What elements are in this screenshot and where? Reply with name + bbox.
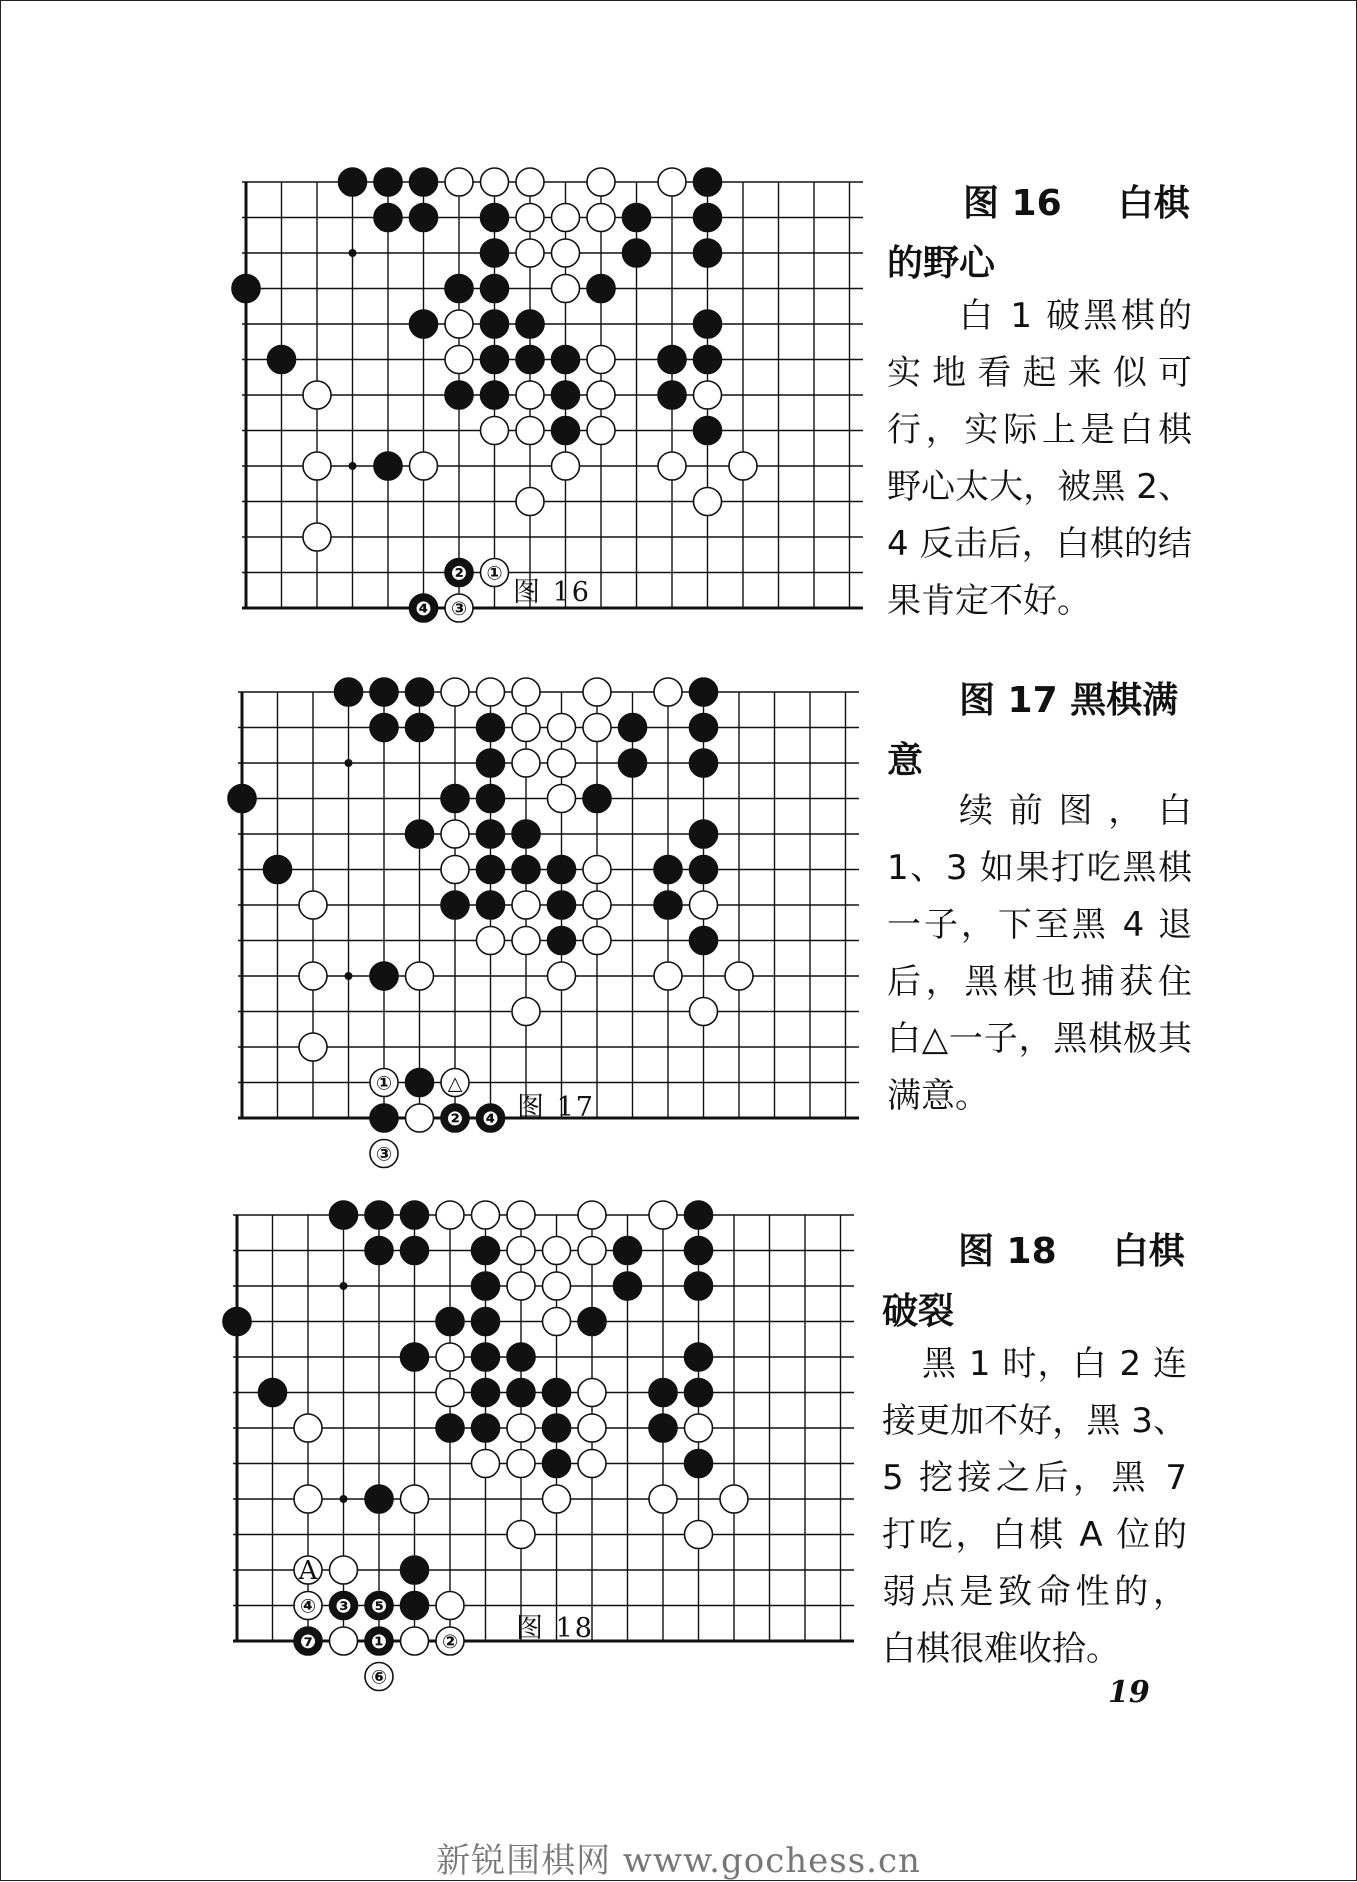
white-stone [720,1485,748,1513]
black-stone [441,891,469,919]
black-stone [481,239,509,267]
black-stone [268,346,296,374]
black-stone [654,856,682,884]
black-stone [472,1343,500,1371]
black-stone [436,1308,464,1336]
white-stone [583,678,611,706]
black-stone [649,1379,677,1407]
figure-title-17 [887,671,1197,791]
black-stone [619,749,647,777]
black-stone [365,1485,393,1513]
title-part-c: 的野心 [887,243,996,284]
star-point [345,972,353,980]
go-board-diagram-17 [238,692,859,1166]
black-stone [477,749,505,777]
white-stone [507,1272,535,1300]
move-number-label: ③ [375,1143,393,1166]
white-stone [587,168,615,196]
figure-description-18 [882,1336,1187,1678]
figure-caption-16: 图 16 [513,577,591,608]
black-stone [370,678,398,706]
black-stone [654,891,682,919]
white-stone [694,381,722,409]
white-stone [543,1237,571,1265]
figure-title-18 [882,1222,1192,1342]
white-stone [548,962,576,990]
white-stone [694,488,722,516]
go-board-diagram-16 [242,182,863,622]
black-stone [259,1379,287,1407]
black-stone [694,168,722,196]
black-stone [619,714,647,742]
move-number-label: ⑥ [370,1666,388,1689]
white-stone [587,381,615,409]
black-stone [614,1237,642,1265]
white-stone [445,346,473,374]
white-stone [587,417,615,445]
white-stone [516,204,544,232]
board-svg [242,182,863,622]
white-stone [436,1201,464,1229]
black-stone [552,381,580,409]
move-number-label: ❷ [450,562,468,585]
black-stone [477,891,505,919]
title-part-a: 图 16 [963,183,1062,224]
white-stone [516,239,544,267]
move-number-label: ① [486,562,503,585]
black-stone [401,1556,429,1584]
black-stone [410,204,438,232]
white-stone [552,275,580,303]
black-stone [685,1201,713,1229]
white-stone [552,239,580,267]
black-stone [410,168,438,196]
white-stone [552,452,580,480]
black-stone [374,168,402,196]
black-stone [658,346,686,374]
black-stone [649,1414,677,1442]
page-number: 19 [1108,1675,1150,1710]
black-stone [223,1308,251,1336]
black-stone [406,678,434,706]
white-stone [512,927,540,955]
black-stone [477,856,505,884]
white-stone [578,1379,606,1407]
black-stone [472,1272,500,1300]
move-number-label: ③ [450,598,468,620]
black-stone [481,310,509,338]
white-stone [406,962,434,990]
white-stone [512,678,540,706]
black-stone [685,1237,713,1265]
black-stone [436,1414,464,1442]
move-number-label: ❺ [370,1595,388,1618]
black-stone [410,310,438,338]
white-stone [507,1450,535,1478]
black-stone [370,962,398,990]
board-svg [238,692,859,1166]
white-stone [401,1627,429,1655]
title-part-a: 图 17 黑棋满 [959,680,1179,721]
black-stone [481,381,509,409]
black-stone [370,1104,398,1132]
move-number-label: ② [441,1631,459,1653]
black-stone [587,275,615,303]
white-stone [658,168,686,196]
white-stone [330,1627,358,1655]
star-point [340,1282,348,1290]
move-number-label: ❹ [482,1108,499,1130]
white-stone [436,1343,464,1371]
black-stone [365,1201,393,1229]
black-stone [481,346,509,374]
black-stone [339,168,367,196]
black-stone [401,1237,429,1265]
white-stone [303,381,331,409]
star-point [340,1495,348,1503]
white-stone [472,1201,500,1229]
move-number-label: ❶ [370,1631,388,1653]
black-stone [690,820,718,848]
white-stone [436,1592,464,1620]
white-stone [410,452,438,480]
white-stone [299,962,327,990]
black-stone [685,1343,713,1371]
black-stone [548,891,576,919]
black-stone [264,856,292,884]
white-stone [512,891,540,919]
white-stone [543,1485,571,1513]
black-stone [512,856,540,884]
black-stone [335,678,363,706]
white-stone [441,820,469,848]
figure-description-16 [887,288,1192,630]
white-stone [512,714,540,742]
white-stone [516,168,544,196]
description-paragraph: 白 1 破黑棋的实地看起来似可行，实际上是白棋野心太大，被黑 2、4 反击后，白棋的结果肯定不好。 [887,296,1192,621]
point-marker-label: A [298,1556,318,1586]
white-stone [685,1414,713,1442]
black-stone [690,678,718,706]
black-stone [374,204,402,232]
white-stone [507,1521,535,1549]
black-stone [406,714,434,742]
white-stone [436,1379,464,1407]
black-stone [548,856,576,884]
black-stone [614,1272,642,1300]
black-stone [583,785,611,813]
white-stone [445,168,473,196]
black-stone [512,820,540,848]
white-stone [512,998,540,1026]
white-stone [294,1485,322,1513]
white-stone [481,168,509,196]
description-paragraph: 续前图，白 1、3 如果打吃黑棋一子，下至黑 4 退后，黑棋也捕获住白△一子，黑棋极其满意。 [887,791,1192,1116]
black-stone [694,417,722,445]
white-stone [548,714,576,742]
move-number-label: ④ [299,1595,317,1618]
figure-caption-18: 图 18 [516,1613,594,1644]
white-stone [729,452,757,480]
white-stone [654,962,682,990]
white-stone [445,310,473,338]
black-stone [472,1414,500,1442]
white-stone [543,1272,571,1300]
white-stone [548,749,576,777]
black-stone [694,346,722,374]
black-stone [694,239,722,267]
figure-description-17 [887,783,1192,1125]
black-stone [548,927,576,955]
black-stone [694,204,722,232]
black-stone [477,785,505,813]
watermark-footer: 新锐围棋网 www.gochess.cn [436,1841,921,1881]
white-stone [654,678,682,706]
title-part-c: 破裂 [882,1291,955,1332]
move-number-label: ❷ [446,1108,464,1130]
black-stone [507,1343,535,1371]
figure-caption-17: 图 17 [517,1092,595,1123]
black-stone [401,1343,429,1371]
black-stone [623,239,651,267]
title-part-b: 白棋 [1117,183,1190,224]
black-stone [516,310,544,338]
white-stone [507,1237,535,1265]
black-stone [445,275,473,303]
title-part-a: 图 18 [958,1231,1057,1272]
black-stone [472,1379,500,1407]
white-stone [583,856,611,884]
white-stone [303,452,331,480]
white-stone [543,1308,571,1336]
black-stone [685,1450,713,1478]
white-stone [330,1556,358,1584]
black-stone [472,1308,500,1336]
black-stone [445,381,473,409]
description-paragraph: 黑 1 时，白 2 连接更加不好，黑 3、5 挖接之后，黑 7 打吃，白棋 A 位的弱点是致命性的，白棋很难收拾。 [882,1344,1187,1669]
black-stone [685,1272,713,1300]
white-stone [690,998,718,1026]
black-stone [365,1237,393,1265]
move-number-label: ❹ [415,598,432,620]
black-stone [472,1237,500,1265]
black-stone [406,1069,434,1097]
star-point [345,759,353,767]
white-stone [441,678,469,706]
white-stone [583,927,611,955]
black-stone [330,1201,358,1229]
move-number-label: △ [447,1072,463,1095]
black-stone [507,1379,535,1407]
white-stone [685,1521,713,1549]
black-stone [481,204,509,232]
white-stone [472,1450,500,1478]
black-stone [685,1379,713,1407]
white-stone [303,523,331,551]
black-stone [543,1450,571,1478]
black-stone [441,785,469,813]
black-stone [374,452,402,480]
white-stone [512,749,540,777]
black-stone [690,749,718,777]
black-stone [543,1414,571,1442]
white-stone [477,678,505,706]
white-stone [481,417,509,445]
white-stone [294,1414,322,1442]
move-number-label: ❼ [299,1631,317,1653]
white-stone [299,891,327,919]
white-stone [578,1450,606,1478]
white-stone [587,204,615,232]
move-number-label: ① [375,1072,393,1095]
figure-title-16 [887,174,1197,294]
black-stone [516,346,544,374]
black-stone [477,820,505,848]
white-stone [658,452,686,480]
move-number-label: ❸ [335,1595,352,1618]
white-stone [507,1201,535,1229]
black-stone [543,1379,571,1407]
white-stone [690,891,718,919]
white-stone [477,927,505,955]
go-board-diagram-18 [233,1215,854,1689]
white-stone [401,1485,429,1513]
black-stone [658,381,686,409]
white-stone [578,1201,606,1229]
black-stone [690,714,718,742]
star-point [349,249,357,257]
black-stone [401,1592,429,1620]
black-stone [228,785,256,813]
white-stone [516,417,544,445]
black-stone [552,417,580,445]
white-stone [406,1104,434,1132]
black-stone [481,275,509,303]
white-stone [507,1414,535,1442]
white-stone [587,346,615,374]
title-part-c: 意 [887,740,924,781]
white-stone [299,1033,327,1061]
black-stone [370,714,398,742]
white-stone [516,381,544,409]
white-stone [583,891,611,919]
white-stone [649,1201,677,1229]
white-stone [583,714,611,742]
black-stone [690,927,718,955]
black-stone [406,820,434,848]
black-stone [477,714,505,742]
black-stone [623,204,651,232]
black-stone [401,1201,429,1229]
white-stone [441,856,469,884]
white-stone [578,1237,606,1265]
white-stone [552,204,580,232]
board-svg [233,1215,854,1689]
white-stone [548,785,576,813]
black-stone [690,856,718,884]
black-stone [552,346,580,374]
white-stone [649,1485,677,1513]
black-stone [694,310,722,338]
black-stone [578,1308,606,1336]
white-stone [516,488,544,516]
title-part-b: 白棋 [1112,1231,1185,1272]
white-stone [578,1414,606,1442]
star-point [349,462,357,470]
white-stone [725,962,753,990]
black-stone [232,275,260,303]
